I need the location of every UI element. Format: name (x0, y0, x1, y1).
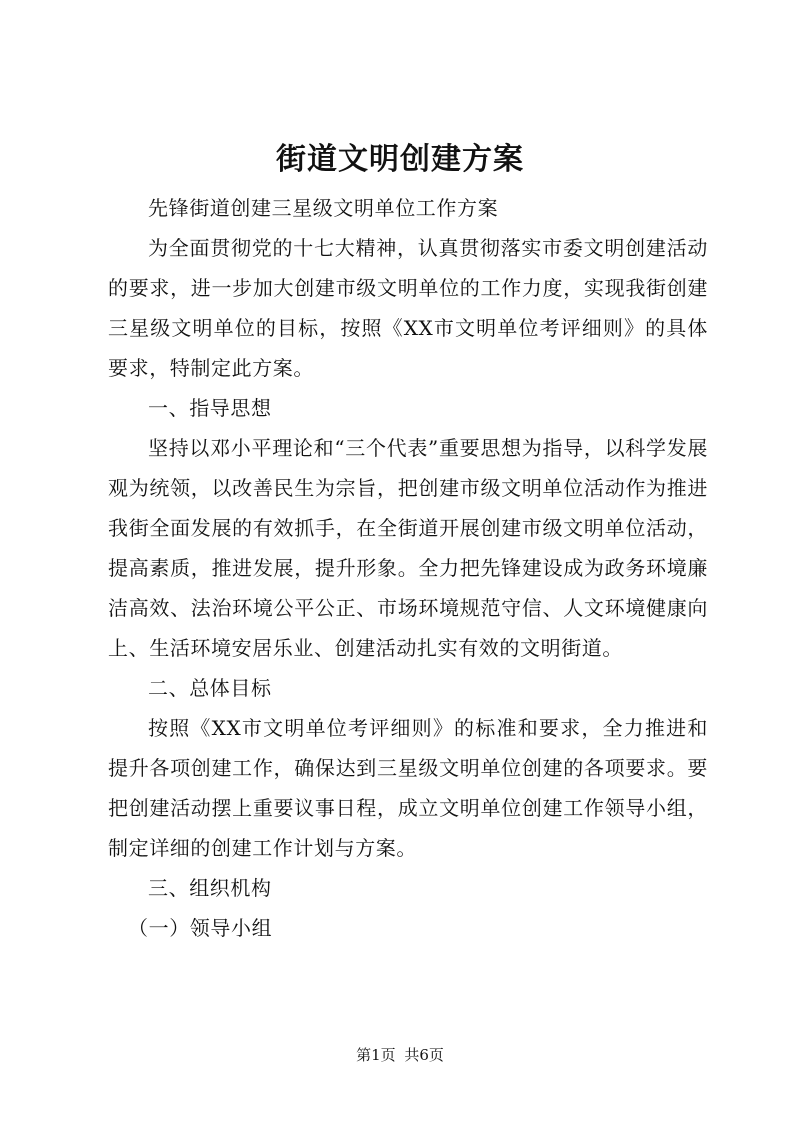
section-heading-guiding-ideology: 一、指导思想 (148, 396, 272, 420)
section-heading-overall-goal: 二、总体目标 (148, 676, 272, 700)
section-heading-organization: 三、组织机构 (148, 876, 272, 900)
subsection-heading-leading-group: （一）领导小组 (128, 916, 273, 940)
overall-goal-paragraph: 按照《XX市文明单位考评细则》的标准和要求，全力推进和提升各项创建工作，确保达到三星级文明单位创建的各项要求。要把创建活动摆上重要议事日程，成立文明单位创建工作领导小组，制定详细的创建工作计划与方案。 (108, 716, 708, 860)
document-body (108, 188, 708, 948)
subtitle-paragraph: 先锋街道创建三星级文明单位工作方案 (148, 196, 499, 220)
intro-paragraph: 为全面贯彻党的十七大精神，认真贯彻落实市委文明创建活动的要求，进一步加大创建市级文明单位的工作力度，实现我街创建三星级文明单位的目标，按照《XX市文明单位考评细则》的具体要求，特制定此方案。 (108, 236, 708, 380)
page-footer: 第1页 共6页 (356, 1046, 444, 1064)
guiding-ideology-paragraph: 坚持以邓小平理论和“三个代表”重要思想为指导，以科学发展观为统领，以改善民生为宗旨，把创建市级文明单位活动作为推进我街全面发展的有效抓手，在全街道开展创建市级文明单位活动，提高素质，推进发展，提升形象。全力把先锋建设成为政务环境廉洁高效、法治环境公平公正、市场环境规范守信、人文环境健康向上、生活环境安居乐业、创建活动扎实有效的文明街道。 (108, 436, 708, 660)
document-title: 街道文明创建方案 (276, 142, 524, 177)
